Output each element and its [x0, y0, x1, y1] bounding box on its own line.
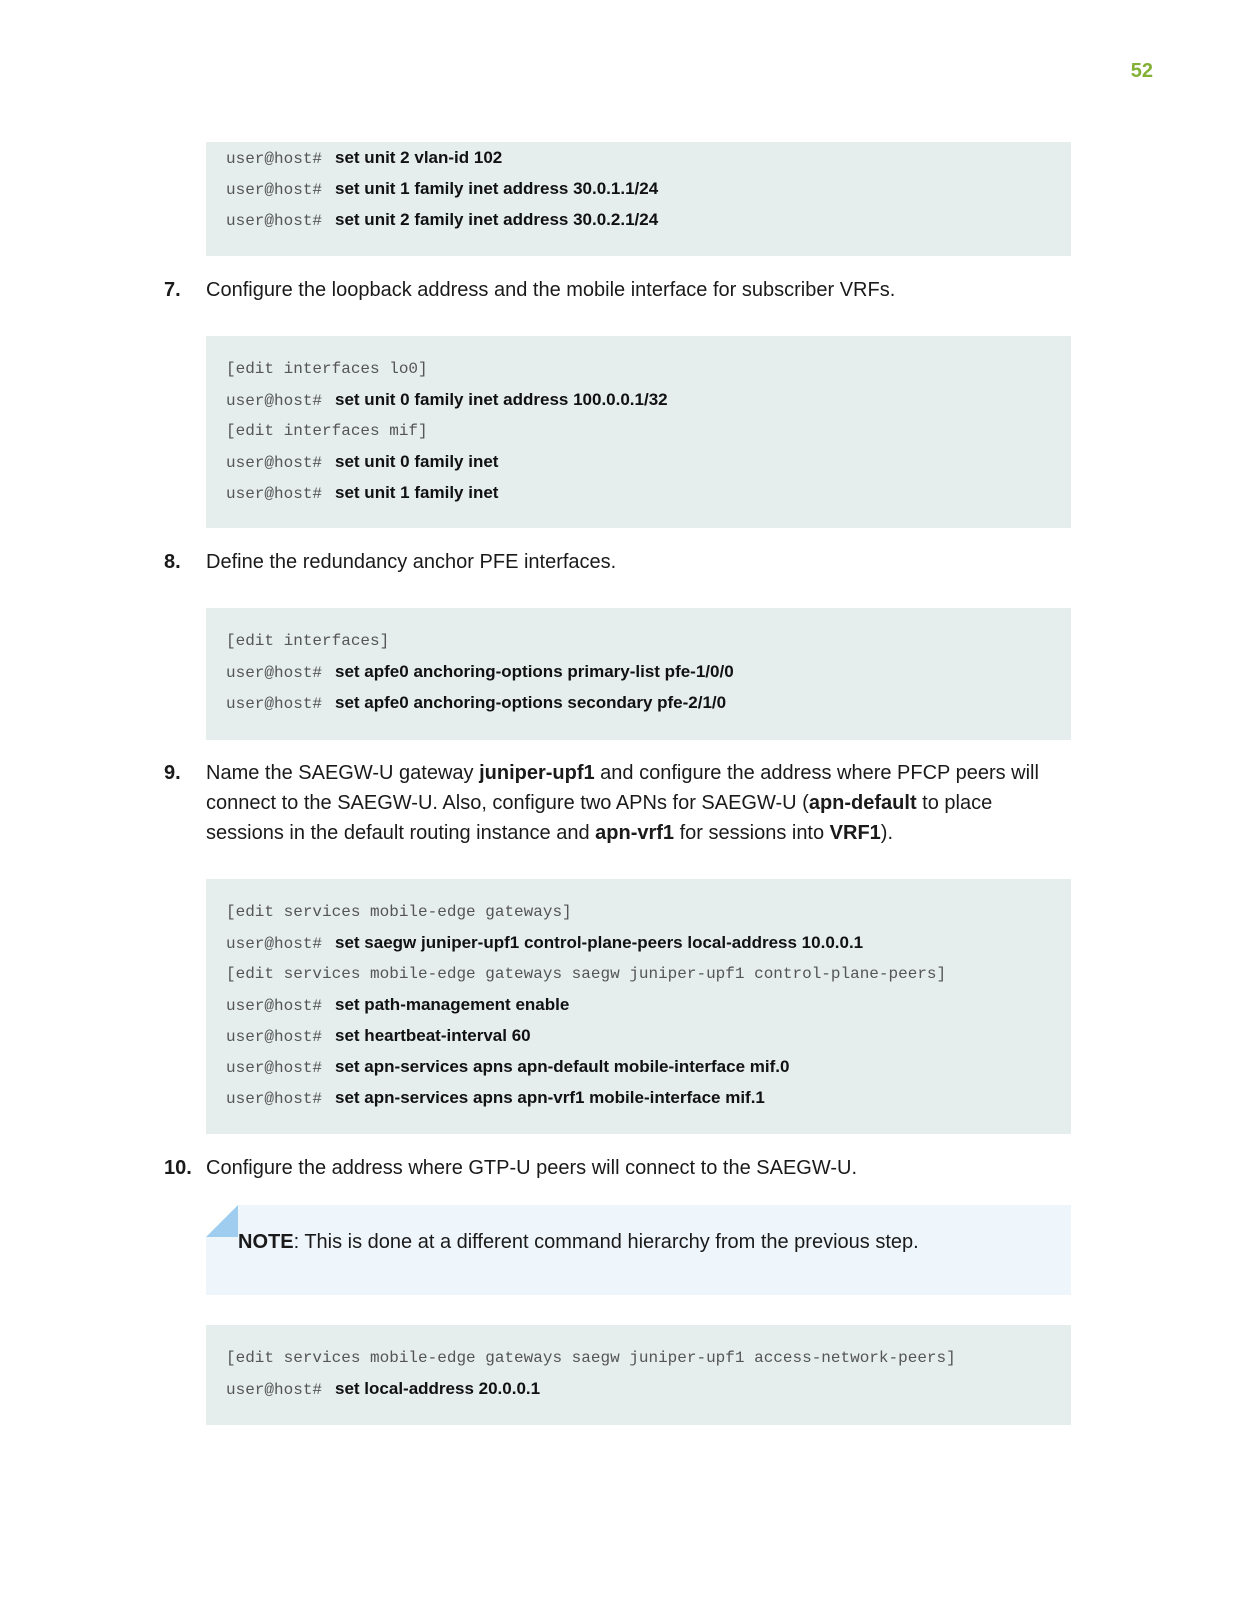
code-block-saegw [206, 879, 1071, 1134]
step-number: 10. [164, 1157, 192, 1179]
prompt: user@host# [226, 664, 323, 682]
hierarchy-context: [edit services mobile-edge gateways saegw juniper-upf1 control-plane-peers] [226, 965, 947, 983]
vrf-name: VRF1 [829, 822, 881, 844]
code-line [226, 896, 1071, 927]
command: set apfe0 anchoring-options secondary pfe-2/1/0 [335, 693, 727, 712]
prompt: user@host# [226, 212, 323, 230]
note-corner-icon [206, 1205, 238, 1237]
command: set heartbeat-interval 60 [335, 1026, 531, 1045]
code-line [226, 142, 1071, 173]
code-line [226, 958, 1071, 989]
code-block-vlan [206, 142, 1071, 256]
hierarchy-context: [edit interfaces mif] [226, 422, 428, 440]
prompt: user@host# [226, 997, 323, 1015]
prompt: user@host# [226, 454, 323, 472]
text-run: Name the SAEGW-U gateway [206, 762, 480, 784]
step-7 [164, 275, 1064, 305]
text-run: and configure the address where PFCP peers will connect to the SAEGW-U. Also, configure two APNs for SAEGW-U ( [206, 762, 1039, 814]
code-line [226, 1051, 1071, 1082]
note-box [206, 1205, 1071, 1295]
text-run: to place sessions in the default routing instance and [206, 792, 993, 844]
apn-default-name: apn-default [808, 792, 917, 814]
note-text: : This is done at a different command hierarchy from the previous step. [293, 1231, 919, 1253]
command: set apn-services apns apn-default mobile-interface mif.0 [335, 1057, 790, 1076]
code-line [226, 173, 1071, 204]
apn-vrf1-name: apn-vrf1 [595, 822, 675, 844]
step-number: 9. [164, 762, 181, 784]
code-line [226, 687, 1071, 718]
prompt: user@host# [226, 1059, 323, 1077]
code-line [226, 477, 1071, 508]
code-line [226, 1342, 1071, 1373]
prompt: user@host# [226, 935, 323, 953]
step-9 [164, 758, 1064, 848]
command: set unit 1 family inet address 30.0.1.1/24 [335, 179, 659, 198]
step-number: 8. [164, 551, 181, 573]
code-block-apfe [206, 608, 1071, 740]
step-number: 7. [164, 279, 181, 301]
prompt: user@host# [226, 695, 323, 713]
code-line [226, 1020, 1071, 1051]
code-line [226, 384, 1071, 415]
code-line [226, 1082, 1071, 1113]
step-8 [164, 547, 1064, 577]
code-line [226, 656, 1071, 687]
hierarchy-context: [edit services mobile-edge gateways saegw juniper-upf1 access-network-peers] [226, 1349, 956, 1367]
command: set unit 0 family inet address 100.0.0.1/32 [335, 390, 668, 409]
code-line [226, 625, 1071, 656]
note-label: NOTE [238, 1231, 294, 1253]
code-line [226, 415, 1071, 446]
hierarchy-context: [edit services mobile-edge gateways] [226, 903, 572, 921]
code-line [226, 446, 1071, 477]
code-line [226, 204, 1071, 235]
command: set saegw juniper-upf1 control-plane-peers local-address 10.0.0.1 [335, 933, 864, 952]
page-number: 52 [1130, 60, 1153, 82]
step-text: Configure the address where GTP-U peers will connect to the SAEGW-U. [206, 1157, 858, 1179]
prompt: user@host# [226, 1381, 323, 1399]
code-line [226, 353, 1071, 384]
step-text: Define the redundancy anchor PFE interfaces. [206, 551, 617, 573]
hierarchy-context: [edit interfaces] [226, 632, 390, 650]
code-line [226, 927, 1071, 958]
prompt: user@host# [226, 1090, 323, 1108]
step-text [206, 758, 1064, 848]
prompt: user@host# [226, 1028, 323, 1046]
text-run: ). [880, 822, 894, 844]
code-block-access-peers [206, 1325, 1071, 1425]
command: set apfe0 anchoring-options primary-list pfe-1/0/0 [335, 662, 734, 681]
command: set unit 1 family inet [335, 483, 499, 502]
command: set apn-services apns apn-vrf1 mobile-interface mif.1 [335, 1088, 765, 1107]
command: set unit 2 family inet address 30.0.2.1/24 [335, 210, 659, 229]
hierarchy-context: [edit interfaces lo0] [226, 360, 428, 378]
step-10 [164, 1153, 1064, 1183]
code-line [226, 989, 1071, 1020]
code-block-loopback [206, 336, 1071, 528]
command: set unit 2 vlan-id 102 [335, 148, 503, 167]
text-run: for sessions into [674, 822, 830, 844]
step-text: Configure the loopback address and the mobile interface for subscriber VRFs. [206, 279, 896, 301]
command: set path-management enable [335, 995, 570, 1014]
gateway-name: juniper-upf1 [479, 762, 595, 784]
prompt: user@host# [226, 150, 323, 168]
command: set local-address 20.0.0.1 [335, 1379, 541, 1398]
code-line [226, 1373, 1071, 1404]
prompt: user@host# [226, 485, 323, 503]
prompt: user@host# [226, 181, 323, 199]
command: set unit 0 family inet [335, 452, 499, 471]
prompt: user@host# [226, 392, 323, 410]
